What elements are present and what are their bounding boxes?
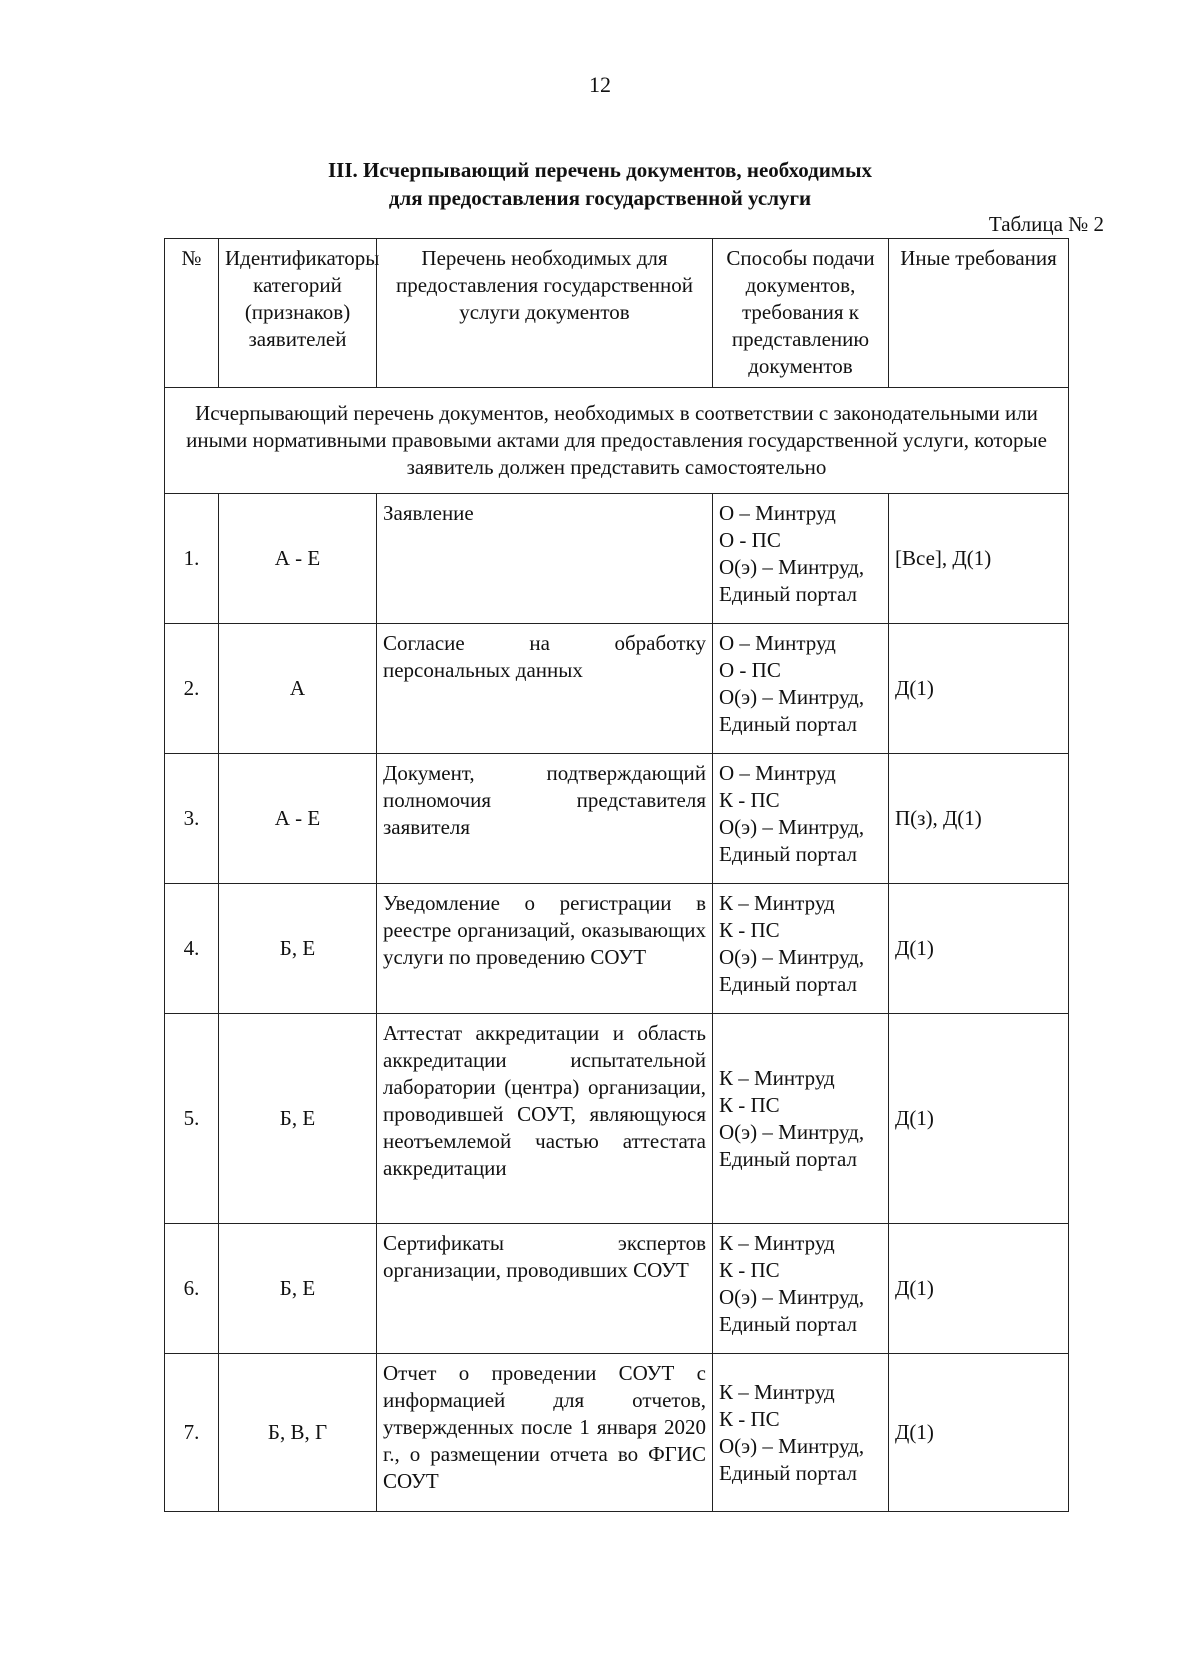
documents-table bbox=[164, 238, 1069, 1512]
row-document: Сертификаты экспертов организации, проводивших СОУТ bbox=[377, 1224, 713, 1354]
section-title-line-1: III. Исчерпывающий перечень документов, необходимых bbox=[327, 158, 873, 182]
method-line: О(э) – Минтруд, bbox=[719, 1119, 865, 1144]
row-number: 1. bbox=[165, 494, 219, 624]
method-line: Единый портал bbox=[719, 842, 857, 866]
method-line: К - ПС bbox=[719, 918, 780, 942]
row-categories: Б, Е bbox=[219, 1224, 377, 1354]
row-document: Уведомление о регистрации в реестре организаций, оказывающих услуги по проведению СОУТ bbox=[377, 884, 713, 1014]
method-line: О - ПС bbox=[719, 658, 781, 682]
method-line: К – Минтруд bbox=[719, 1379, 835, 1404]
row-submission-methods bbox=[713, 624, 889, 754]
method-line: Единый портал bbox=[719, 1460, 857, 1485]
header-other-requirements: Иные требования bbox=[889, 239, 1069, 388]
method-line: Единый портал bbox=[719, 712, 857, 736]
row-submission-methods bbox=[713, 1014, 889, 1224]
row-number: 6. bbox=[165, 1224, 219, 1354]
row-submission-methods bbox=[713, 754, 889, 884]
header-submission-methods: Способы подачи документов, требования к представлению документов bbox=[713, 239, 889, 388]
table-row bbox=[165, 1014, 1069, 1224]
row-number: 2. bbox=[165, 624, 219, 754]
row-categories: Б, Е bbox=[219, 884, 377, 1014]
table-row bbox=[165, 884, 1069, 1014]
method-line: Единый портал bbox=[719, 582, 857, 606]
method-line: О(э) – Минтруд, bbox=[719, 685, 865, 709]
method-line: О(э) – Минтруд, bbox=[719, 1285, 865, 1309]
method-line: О(э) – Минтруд, bbox=[719, 1433, 865, 1458]
method-line: О – Минтруд bbox=[719, 501, 836, 525]
row-number: 5. bbox=[165, 1014, 219, 1224]
row-other-requirements: Д(1) bbox=[889, 624, 1069, 754]
row-document: Заявление bbox=[377, 494, 713, 624]
table-label: Таблица № 2 bbox=[988, 212, 1104, 236]
table-row bbox=[165, 494, 1069, 624]
method-line: О – Минтруд bbox=[719, 761, 836, 785]
row-categories: Б, В, Г bbox=[219, 1354, 377, 1512]
row-other-requirements: [Все], Д(1) bbox=[889, 494, 1069, 624]
row-other-requirements: Д(1) bbox=[889, 884, 1069, 1014]
span-row-text: Исчерпывающий перечень документов, необходимых в соответствии с законодательными или иными нормативными правовыми актами для предоставления государственной услуги, которые заявитель должен представить самостоятельно bbox=[165, 388, 1069, 494]
page-number: 12 bbox=[589, 72, 611, 97]
section-title-line-2: для предоставления государственной услуги bbox=[388, 186, 812, 210]
method-line: О - ПС bbox=[719, 528, 781, 552]
row-other-requirements: Д(1) bbox=[889, 1014, 1069, 1224]
method-line: О(э) – Минтруд, bbox=[719, 555, 865, 579]
method-line: Единый портал bbox=[719, 1312, 857, 1336]
row-submission-methods bbox=[713, 1224, 889, 1354]
table-header-row bbox=[165, 239, 1069, 388]
method-line: К - ПС bbox=[719, 1092, 780, 1117]
row-number: 7. bbox=[165, 1354, 219, 1512]
table-row bbox=[165, 1224, 1069, 1354]
method-line: К - ПС bbox=[719, 1406, 780, 1431]
row-document: Аттестат аккредитации и область аккредитации испытательной лаборатории (центра) организации, проводившей СОУТ, являющуюся неотъемлемой частью аттестата аккредитации bbox=[377, 1014, 713, 1224]
row-other-requirements: Д(1) bbox=[889, 1354, 1069, 1512]
method-line: О(э) – Минтруд, bbox=[719, 815, 865, 839]
method-line: О(э) – Минтруд, bbox=[719, 945, 865, 969]
method-line: Единый портал bbox=[719, 972, 857, 996]
row-submission-methods bbox=[713, 884, 889, 1014]
header-number: № bbox=[165, 239, 219, 388]
row-document: Согласие на обработку персональных данных bbox=[377, 624, 713, 754]
table-row bbox=[165, 1354, 1069, 1512]
row-document: Документ, подтверждающий полномочия представителя заявителя bbox=[377, 754, 713, 884]
method-line: К – Минтруд bbox=[719, 1231, 835, 1255]
row-categories: А bbox=[219, 624, 377, 754]
header-documents: Перечень необходимых для предоставления государственной услуги документов bbox=[377, 239, 713, 388]
method-line: К - ПС bbox=[719, 788, 780, 812]
row-document: Отчет о проведении СОУТ с информацией для отчетов, утвержденных после 1 января 2020 г., о размещении отчета во ФГИС СОУТ bbox=[377, 1354, 713, 1512]
row-other-requirements: П(з), Д(1) bbox=[889, 754, 1069, 884]
table-row bbox=[165, 624, 1069, 754]
row-number: 3. bbox=[165, 754, 219, 884]
row-number: 4. bbox=[165, 884, 219, 1014]
row-submission-methods bbox=[713, 494, 889, 624]
method-line: Единый портал bbox=[719, 1146, 857, 1171]
header-categories: Идентификаторы категорий (признаков) заявителей bbox=[219, 239, 377, 388]
row-other-requirements: Д(1) bbox=[889, 1224, 1069, 1354]
row-submission-methods bbox=[713, 1354, 889, 1512]
row-categories: Б, Е bbox=[219, 1014, 377, 1224]
table-span-row bbox=[165, 388, 1069, 494]
row-categories: А - Е bbox=[219, 494, 377, 624]
section-title bbox=[0, 156, 1200, 212]
row-categories: А - Е bbox=[219, 754, 377, 884]
table-row bbox=[165, 754, 1069, 884]
method-line: К – Минтруд bbox=[719, 1065, 835, 1090]
method-line: О – Минтруд bbox=[719, 631, 836, 655]
method-line: К - ПС bbox=[719, 1258, 780, 1282]
method-line: К – Минтруд bbox=[719, 891, 835, 915]
